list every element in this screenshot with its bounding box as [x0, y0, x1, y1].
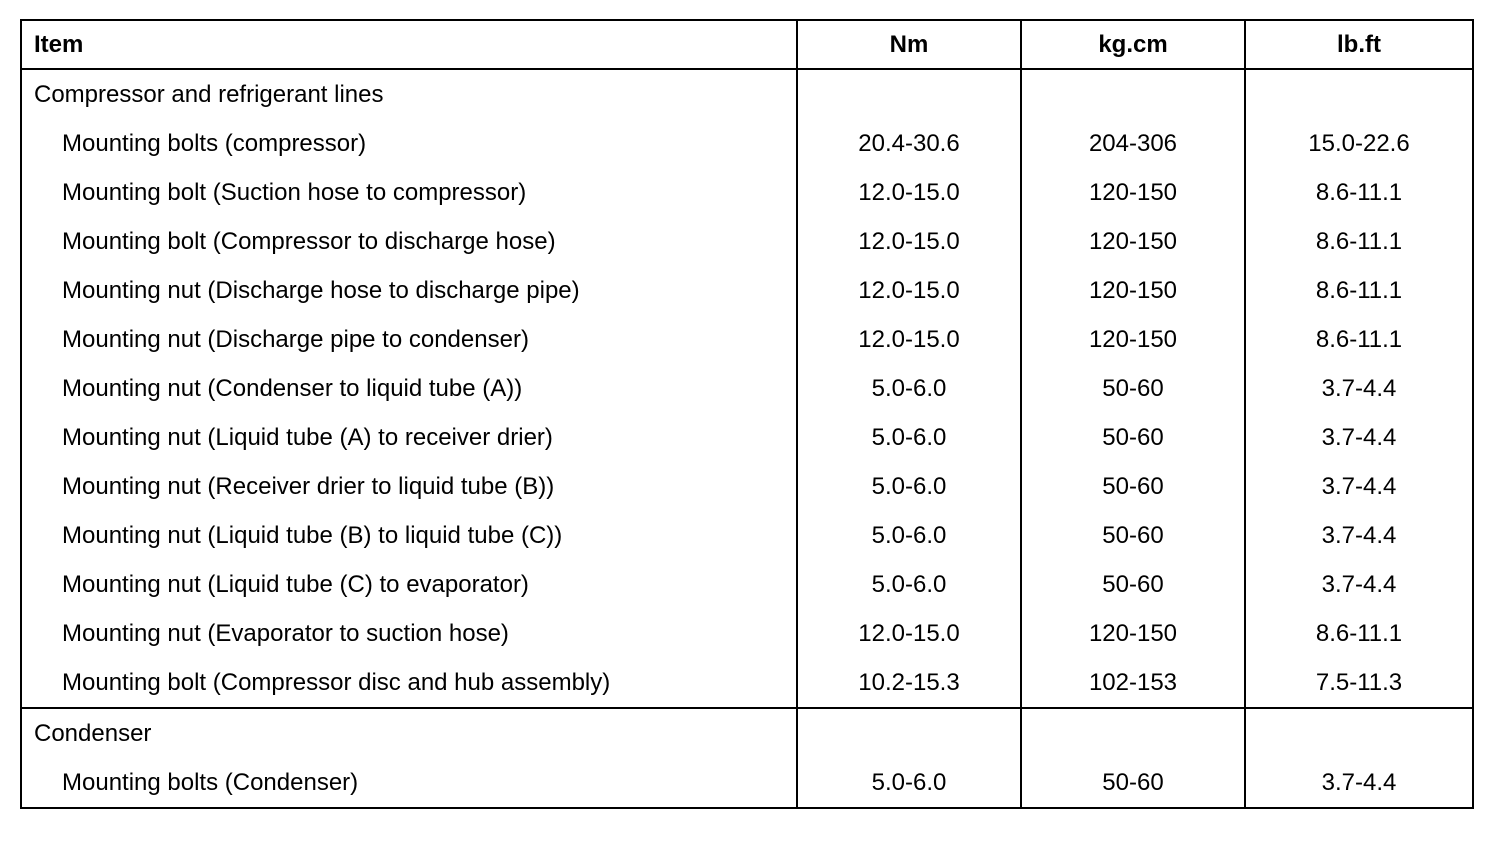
- kgcm-cell: 50-60: [1021, 511, 1245, 560]
- nm-cell: 12.0-15.0: [797, 217, 1021, 266]
- table-row: [21, 658, 1473, 708]
- kgcm-cell: 120-150: [1021, 315, 1245, 364]
- item-cell: Mounting nut (Evaporator to suction hose): [21, 609, 797, 658]
- header-item: Item: [21, 20, 797, 69]
- item-cell: Mounting nut (Liquid tube (B) to liquid tube (C)): [21, 511, 797, 560]
- item-cell: Mounting nut (Discharge pipe to condenser): [21, 315, 797, 364]
- kgcm-cell: 50-60: [1021, 462, 1245, 511]
- table-row: [21, 217, 1473, 266]
- kgcm-cell: 120-150: [1021, 217, 1245, 266]
- nm-cell: 5.0-6.0: [797, 511, 1021, 560]
- lbft-cell: 8.6-11.1: [1245, 315, 1473, 364]
- kgcm-cell: 120-150: [1021, 266, 1245, 315]
- lbft-cell: 8.6-11.1: [1245, 217, 1473, 266]
- lbft-cell: 7.5-11.3: [1245, 658, 1473, 708]
- item-cell: Mounting nut (Liquid tube (C) to evaporator): [21, 560, 797, 609]
- lbft-cell: 3.7-4.4: [1245, 758, 1473, 808]
- item-cell: Mounting bolt (Compressor disc and hub assembly): [21, 658, 797, 708]
- table-row: [21, 315, 1473, 364]
- section-title-row: [21, 69, 1473, 119]
- kgcm-cell: 50-60: [1021, 758, 1245, 808]
- nm-cell: 10.2-15.3: [797, 658, 1021, 708]
- kgcm-cell: 50-60: [1021, 364, 1245, 413]
- item-cell: Mounting nut (Condenser to liquid tube (A)): [21, 364, 797, 413]
- item-cell: Mounting nut (Liquid tube (A) to receiver drier): [21, 413, 797, 462]
- lbft-cell: 3.7-4.4: [1245, 413, 1473, 462]
- nm-cell: 12.0-15.0: [797, 315, 1021, 364]
- lbft-cell: 3.7-4.4: [1245, 462, 1473, 511]
- section-title-row: [21, 708, 1473, 758]
- lbft-cell: 3.7-4.4: [1245, 560, 1473, 609]
- table-row: [21, 609, 1473, 658]
- nm-cell: 5.0-6.0: [797, 462, 1021, 511]
- kgcm-cell: 50-60: [1021, 560, 1245, 609]
- table-row: [21, 168, 1473, 217]
- table-body: [21, 69, 1473, 808]
- item-cell: Mounting bolts (compressor): [21, 119, 797, 168]
- kgcm-cell: 102-153: [1021, 658, 1245, 708]
- kgcm-cell: 204-306: [1021, 119, 1245, 168]
- nm-cell: 12.0-15.0: [797, 266, 1021, 315]
- item-cell: Mounting bolt (Compressor to discharge hose): [21, 217, 797, 266]
- lbft-cell: 3.7-4.4: [1245, 364, 1473, 413]
- header-kgcm: kg.cm: [1021, 20, 1245, 69]
- table-row: [21, 266, 1473, 315]
- nm-cell: 12.0-15.0: [797, 609, 1021, 658]
- lbft-cell: 3.7-4.4: [1245, 511, 1473, 560]
- table-row: [21, 119, 1473, 168]
- lbft-cell: 8.6-11.1: [1245, 266, 1473, 315]
- section-title: Condenser: [21, 708, 797, 758]
- item-cell: Mounting bolts (Condenser): [21, 758, 797, 808]
- table-row: [21, 364, 1473, 413]
- kgcm-cell: 120-150: [1021, 168, 1245, 217]
- kgcm-cell: 120-150: [1021, 609, 1245, 658]
- table-row: [21, 462, 1473, 511]
- section-title: Compressor and refrigerant lines: [21, 69, 797, 119]
- table-row: [21, 758, 1473, 808]
- item-cell: Mounting nut (Discharge hose to discharge pipe): [21, 266, 797, 315]
- header-nm: Nm: [797, 20, 1021, 69]
- nm-cell: 5.0-6.0: [797, 413, 1021, 462]
- nm-cell: 5.0-6.0: [797, 364, 1021, 413]
- lbft-cell: 8.6-11.1: [1245, 168, 1473, 217]
- table-row: [21, 511, 1473, 560]
- item-cell: Mounting bolt (Suction hose to compressor): [21, 168, 797, 217]
- torque-spec-table: [20, 19, 1474, 809]
- header-lbft: lb.ft: [1245, 20, 1473, 69]
- table-row: [21, 413, 1473, 462]
- nm-cell: 12.0-15.0: [797, 168, 1021, 217]
- nm-cell: 5.0-6.0: [797, 758, 1021, 808]
- header-row: [21, 20, 1473, 69]
- lbft-cell: 8.6-11.1: [1245, 609, 1473, 658]
- table-row: [21, 560, 1473, 609]
- kgcm-cell: 50-60: [1021, 413, 1245, 462]
- item-cell: Mounting nut (Receiver drier to liquid tube (B)): [21, 462, 797, 511]
- lbft-cell: 15.0-22.6: [1245, 119, 1473, 168]
- nm-cell: 20.4-30.6: [797, 119, 1021, 168]
- nm-cell: 5.0-6.0: [797, 560, 1021, 609]
